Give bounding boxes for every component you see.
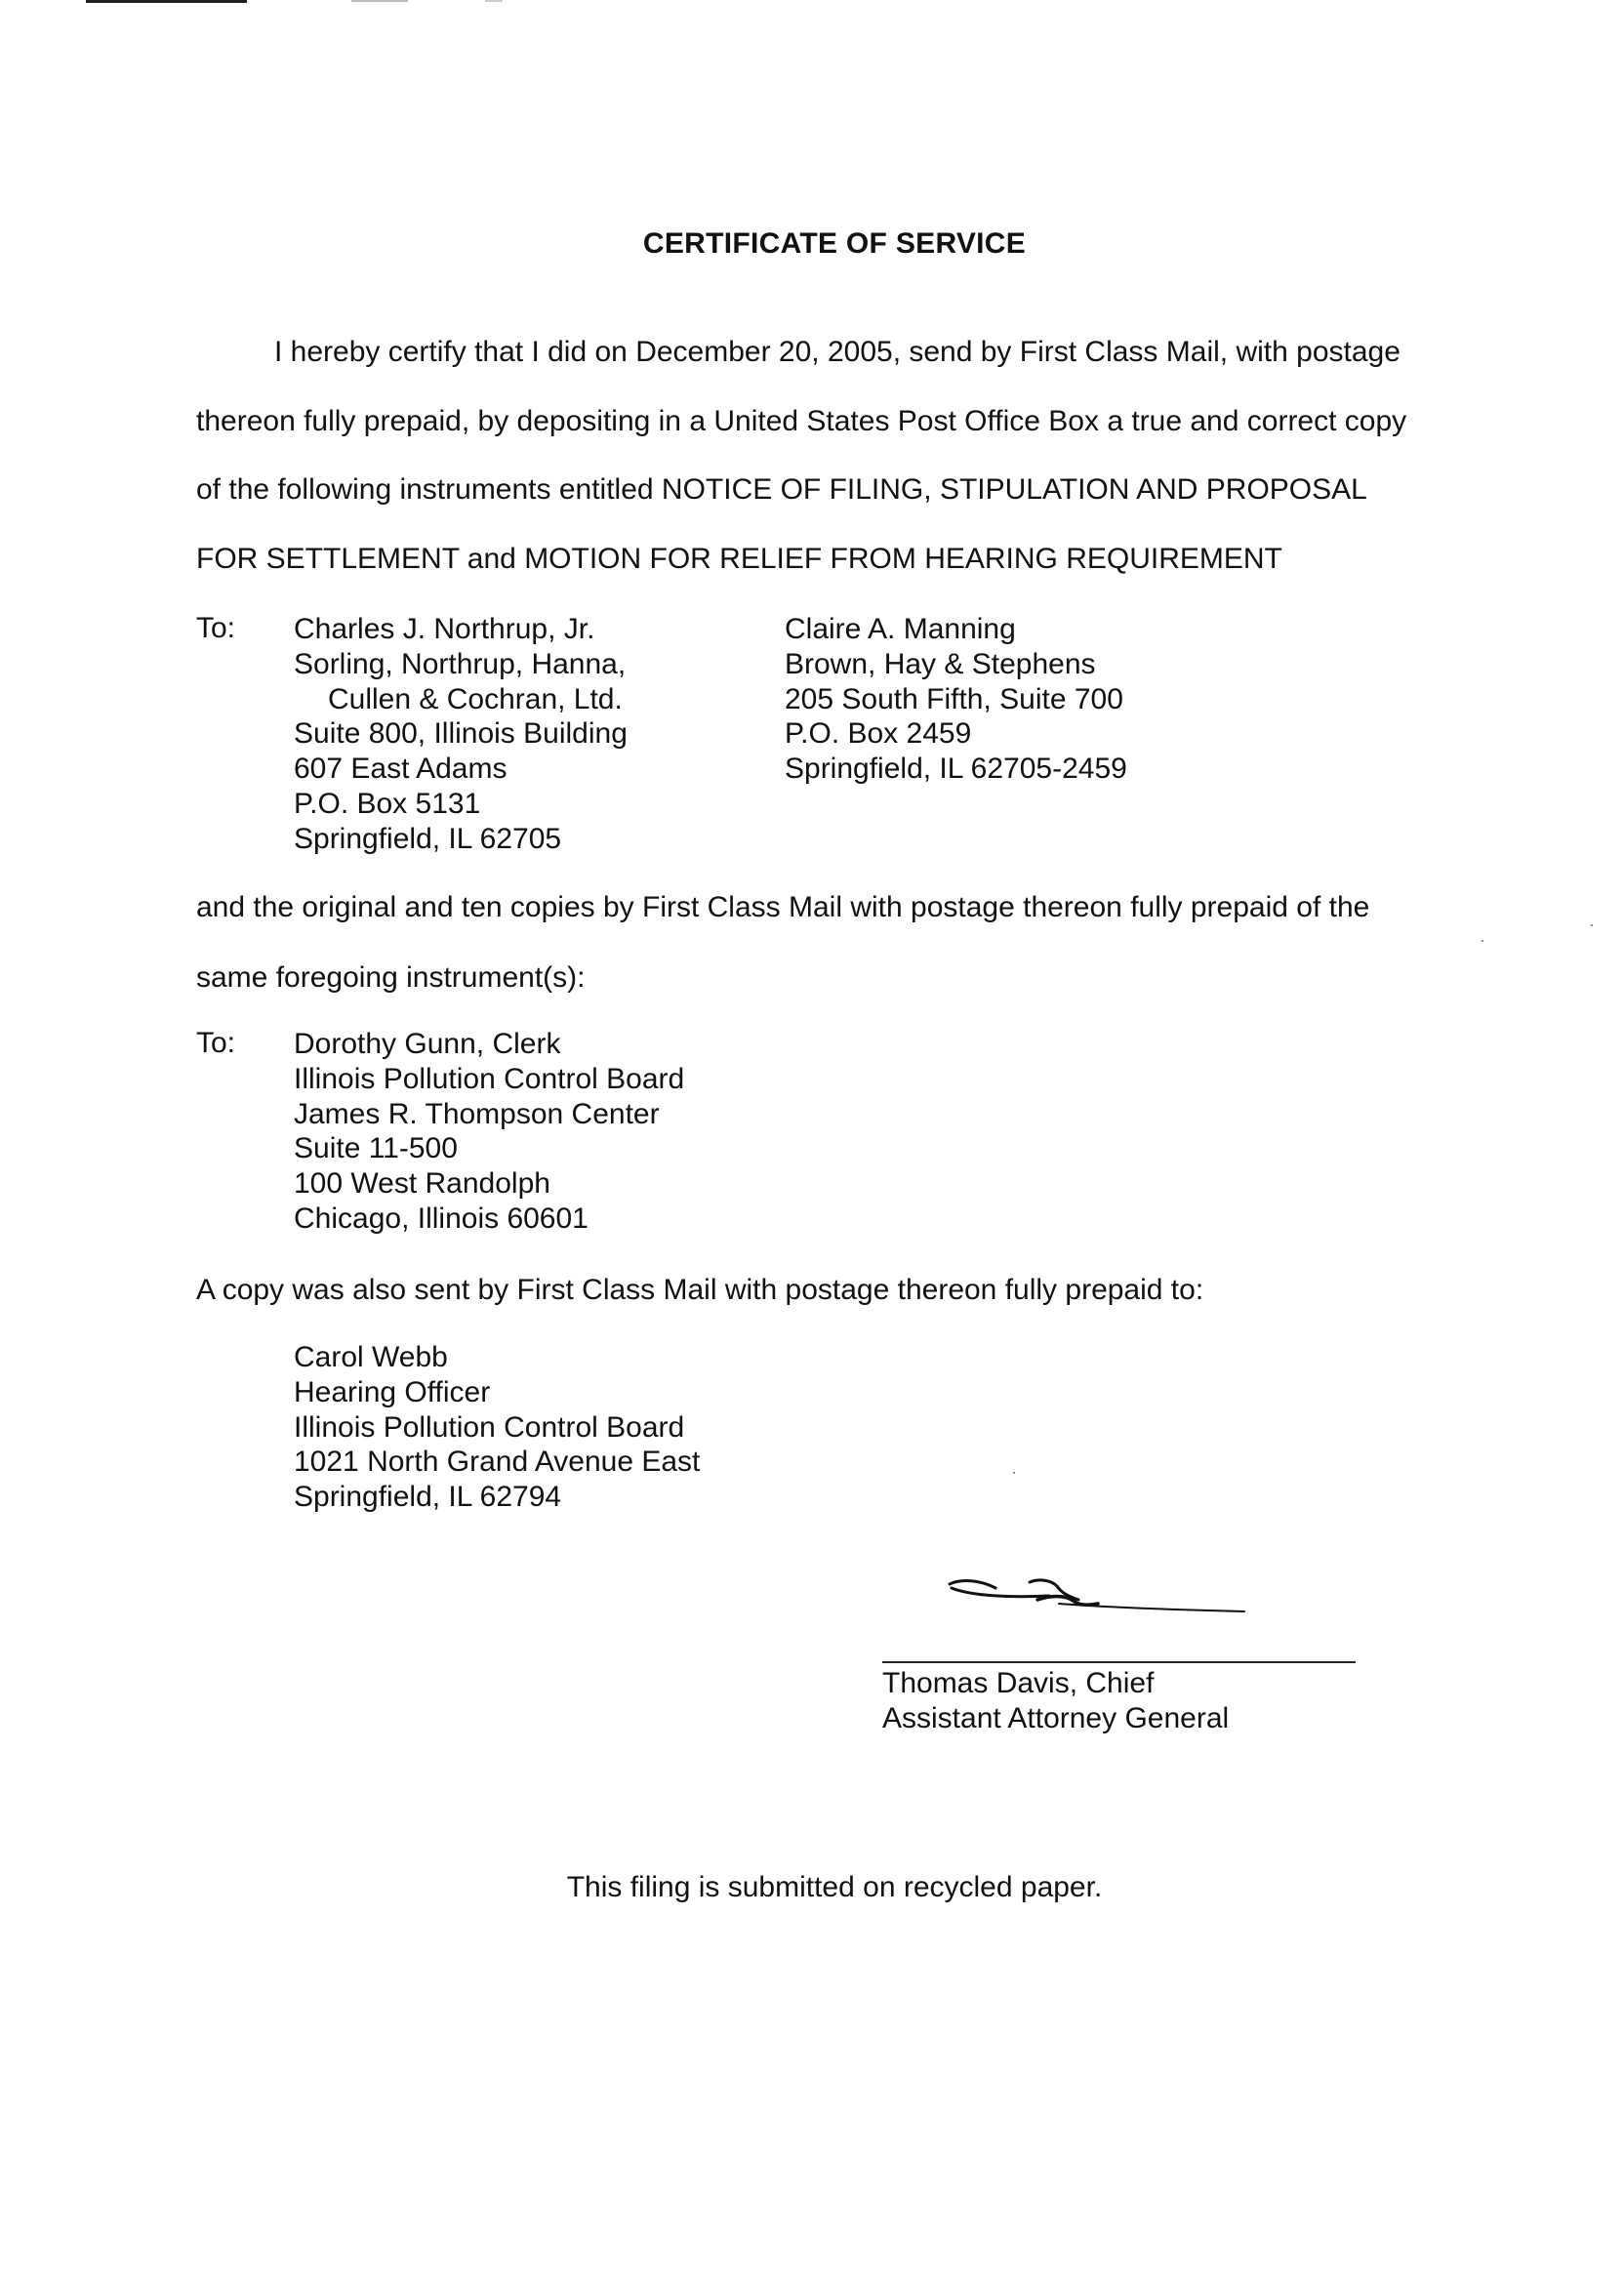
recipient-title: Hearing Officer xyxy=(294,1375,491,1408)
recipient-street: 100 West Randolph xyxy=(294,1167,550,1201)
recipient-organization: Illinois Pollution Control Board xyxy=(294,1410,685,1444)
to-label: To: xyxy=(196,612,236,644)
scan-artifact-line xyxy=(485,0,503,2)
recipient-po-box: P.O. Box 2459 xyxy=(785,717,972,751)
recipient-street: 205 South Fifth, Suite 700 xyxy=(785,682,1123,715)
signatory-block xyxy=(882,1666,1229,1736)
signatory-name: Thomas Davis, Chief xyxy=(882,1667,1155,1699)
signatory-title: Assistant Attorney General xyxy=(882,1701,1230,1734)
to-label: To: xyxy=(196,1027,236,1059)
recipient-city: Springfield, IL 62794 xyxy=(294,1481,562,1514)
recipient-city: Chicago, Illinois 60601 xyxy=(294,1202,589,1235)
scan-speck xyxy=(1591,924,1593,926)
recipient-firm-continued: Cullen & Cochran, Ltd. xyxy=(328,682,623,715)
recipient-city: Springfield, IL 62705-2459 xyxy=(785,753,1127,786)
recipient-street: 1021 North Grand Avenue East xyxy=(294,1446,701,1479)
recipient-address-block xyxy=(294,612,628,857)
recipient-name: Charles J. Northrup, Jr. xyxy=(294,613,595,645)
paragraph-3: A copy was also sent by First Class Mail with postage thereon fully prepaid to: xyxy=(196,1274,1204,1306)
paragraph-1-line-2: thereon fully prepaid, by depositing in a United States Post Office Box a true and correct copy xyxy=(196,405,1407,437)
paragraph-2-line-1: and the original and ten copies by First Class Mail with postage thereon fully prepaid of the xyxy=(196,891,1370,923)
paragraph-1-line-4: FOR SETTLEMENT and MOTION FOR RELIEF FROM HEARING REQUIREMENT xyxy=(196,543,1282,575)
paragraph-1-line-1: I hereby certify that I did on December 20, 2005, send by First Class Mail, with postage xyxy=(274,336,1401,368)
scan-speck xyxy=(1013,1472,1015,1474)
recipient-firm: Brown, Hay & Stephens xyxy=(785,647,1096,680)
recipient-address-block xyxy=(785,612,1127,787)
handwritten-signature xyxy=(942,1567,1254,1645)
recipient-address-block xyxy=(294,1340,700,1515)
scan-speck xyxy=(1482,940,1483,942)
signature-line xyxy=(882,1661,1356,1663)
recipient-city: Springfield, IL 62705 xyxy=(294,822,562,855)
scan-artifact-line xyxy=(86,0,247,3)
recipient-suite: Suite 800, Illinois Building xyxy=(294,717,628,751)
recipient-name: Carol Webb xyxy=(294,1341,448,1373)
paragraph-1-line-3: of the following instruments entitled NOTICE OF FILING, STIPULATION AND PROPOSAL xyxy=(196,473,1367,506)
recipient-name: Claire A. Manning xyxy=(785,613,1016,645)
paragraph-2-line-2: same foregoing instrument(s): xyxy=(196,961,586,994)
recipient-building: James R. Thompson Center xyxy=(294,1097,660,1130)
recipient-name: Dorothy Gunn, Clerk xyxy=(294,1028,561,1060)
recipient-street: 607 East Adams xyxy=(294,753,508,786)
recipient-firm: Sorling, Northrup, Hanna, xyxy=(294,647,627,680)
recipient-suite: Suite 11-500 xyxy=(294,1132,458,1165)
recycled-paper-note: This filing is submitted on recycled paper. xyxy=(566,1871,1103,1903)
scan-artifact-line xyxy=(351,0,408,2)
recipient-organization: Illinois Pollution Control Board xyxy=(294,1062,685,1095)
recipient-address-block xyxy=(294,1027,684,1237)
recipient-po-box: P.O. Box 5131 xyxy=(294,787,481,820)
document-title: CERTIFICATE OF SERVICE xyxy=(642,227,1027,260)
